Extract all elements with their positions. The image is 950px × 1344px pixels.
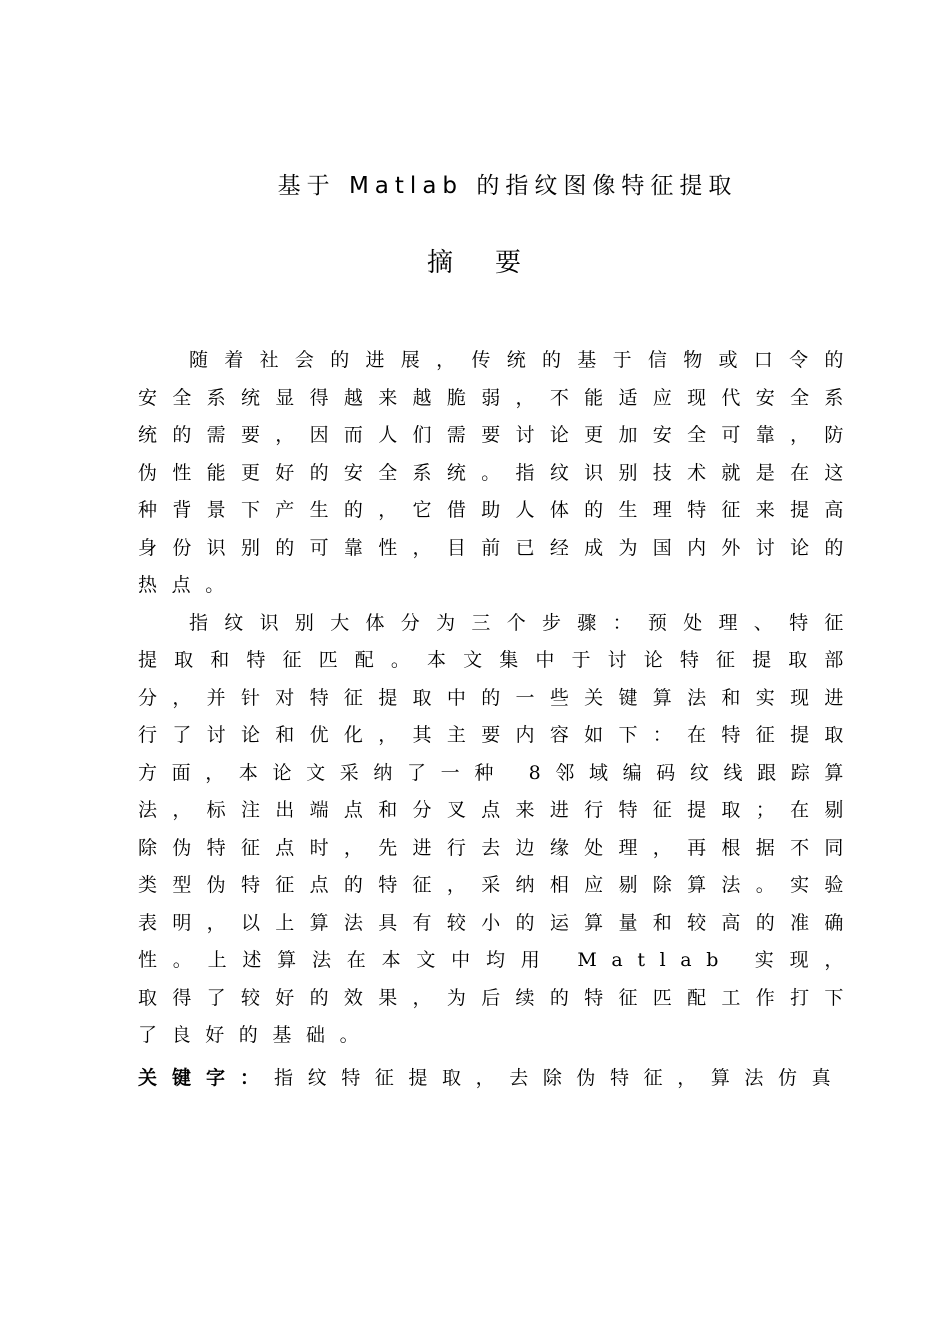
abstract-heading: 摘要 — [426, 248, 563, 278]
keywords-line — [138, 1060, 878, 1096]
keywords-text: 指纹特征提取，去除伪特征，算法仿真 — [274, 1067, 846, 1089]
keywords-label: 关键字： — [138, 1067, 275, 1089]
abstract-paragraph: 指纹识别大体分为三个步骤：预处理、特征提取和特征匹配。本文集中于讨论特征提取部分，并针对特征提取中的一些关键算法和实现进行了讨论和优化，其主要内容如下：在特征提取方面，本论文采纳了一种 8邻域编码纹线跟踪算法，标注出端点和分叉点来进行特征提取；在剔除伪特征点时，先进行去边缘处理，再根据不同类型伪特征点的特征，采纳相应剔除算法。实验表明，以上算法具有较小的运算量和较高的准确性。上述算法在本文中均用 Matlab 实现，取得了较好的效果，为后续的特征匹配工作打下了良好的基础。 — [138, 611, 858, 1046]
abstract-paragraph: 随着社会的进展，传统的基于信物或口令的安全系统显得越来越脆弱，不能适应现代安全系统的需要，因而人们需要讨论更加安全可靠，防伪性能更好的安全系统。指纹识别技术就是在这种背景下产生的，它借助人体的生理特征来提高身份识别的可靠性，目前已经成为国内外讨论的热点。 — [138, 349, 858, 596]
abstract-body — [138, 342, 858, 1055]
paper-title: 基于 Matlab 的指纹图像特征提取 — [277, 173, 738, 199]
